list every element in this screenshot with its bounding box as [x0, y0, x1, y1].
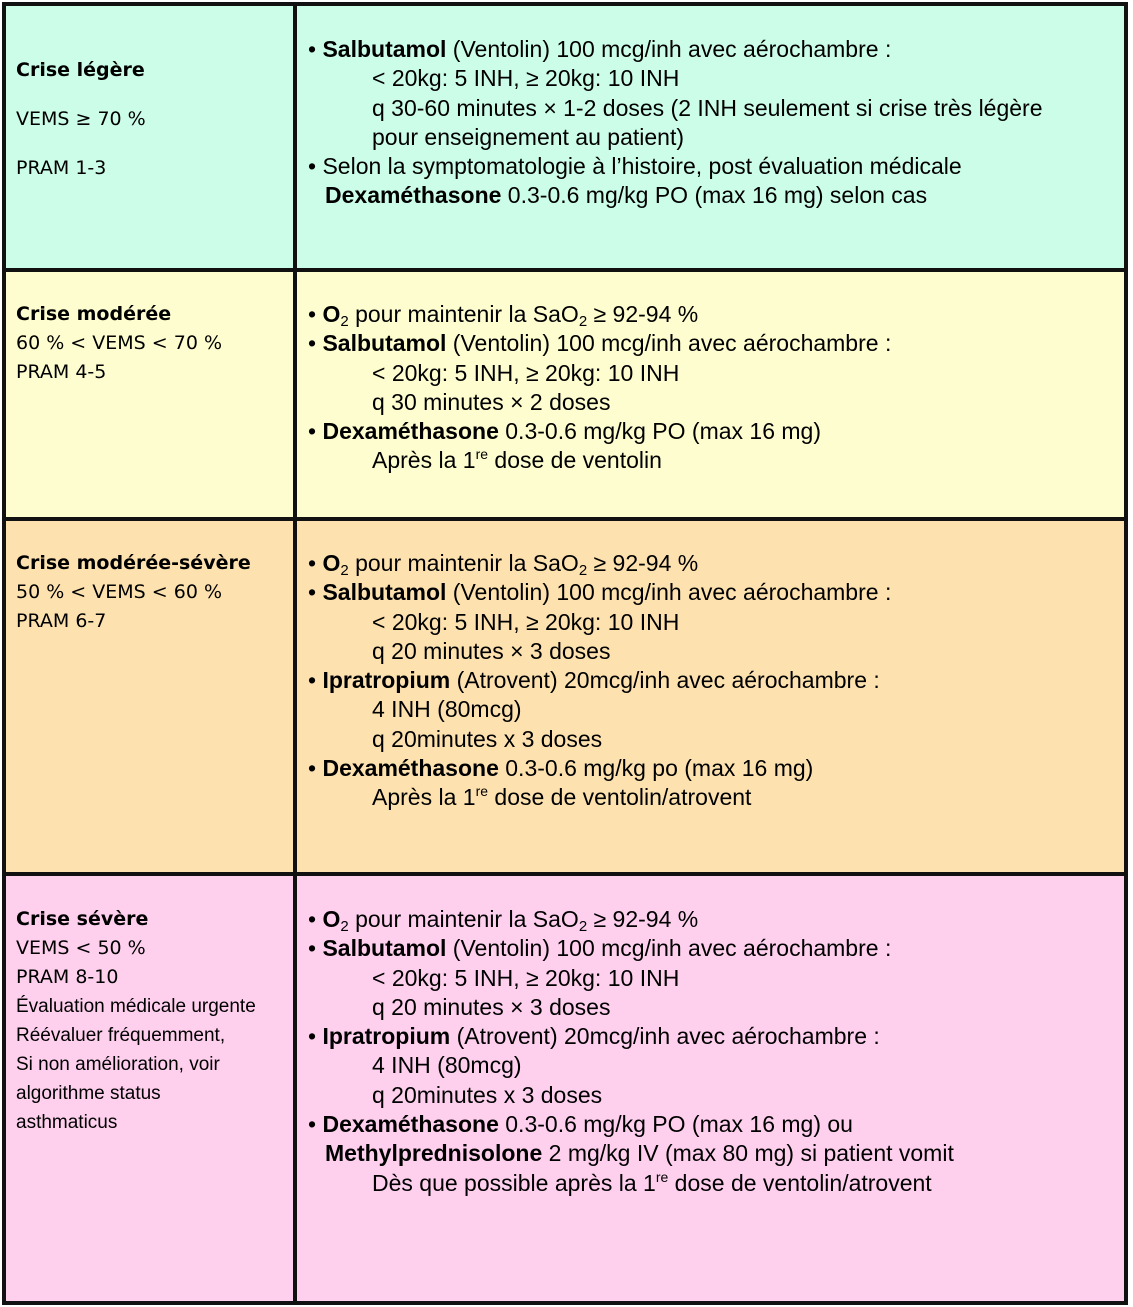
severity-note: Si non amélioration, voir — [16, 1054, 220, 1075]
oxygen-target: ≥ 92-94 % — [587, 906, 699, 932]
bullet: • — [308, 755, 317, 782]
ordinal-superscript: re — [655, 1168, 669, 1185]
drug-text: (Ventolin) 100 mcg/inh avec aérochambre : — [446, 579, 892, 606]
treatment-dexamethasone — [308, 417, 1116, 446]
drug-text: 0.3-0.6 mg/kg PO (max 16 mg) ou — [498, 1111, 853, 1138]
bullet: • — [308, 1111, 317, 1138]
drug-name: Dexaméthasone — [322, 418, 499, 445]
severity-cell — [16, 56, 288, 183]
column-divider — [293, 6, 297, 268]
drug-text: (Ventolin) 100 mcg/inh avec aérochambre : — [446, 935, 892, 962]
bullet: • — [308, 153, 317, 180]
oxygen-subscript: 2 — [340, 562, 349, 579]
severity-note: Évaluation médicale urgente — [16, 996, 256, 1017]
severity-vems: VEMS ≥ 70 % — [16, 108, 146, 130]
bullet: • — [308, 906, 317, 932]
oxygen-text: pour maintenir la SaO — [348, 906, 579, 932]
dose-frequency: q 30 minutes × 2 doses — [372, 388, 611, 415]
column-divider — [293, 521, 297, 872]
treatment-dexamethasone — [308, 181, 1116, 210]
timing-text: Dès que possible après la 1 — [372, 1169, 656, 1196]
drug-text: (Atrovent) 20mcg/inh avec aérochambre : — [450, 1023, 880, 1050]
bullet: • — [308, 330, 317, 357]
treatment-salbutamol — [308, 329, 1116, 358]
drug-name: Dexaméthasone — [322, 755, 499, 782]
severity-pram: PRAM 4-5 — [16, 361, 107, 383]
severity-cell — [16, 300, 288, 387]
bullet: • — [308, 418, 317, 445]
drug-text: 0.3-0.6 mg/kg PO (max 16 mg) — [498, 418, 821, 445]
severity-cell — [16, 905, 288, 1137]
ordinal-superscript: re — [475, 783, 489, 800]
treatment-dexamethasone — [308, 754, 1116, 783]
severity-pram: PRAM 1-3 — [16, 157, 107, 179]
dose-frequency: q 20 minutes × 3 doses — [372, 993, 611, 1020]
row-crise-legere — [2, 2, 1128, 272]
sao2-subscript: 2 — [578, 562, 588, 579]
oxygen-symbol: O — [322, 550, 341, 576]
treatment-ipratropium — [308, 666, 1116, 695]
timing-text: Après la 1 — [372, 447, 476, 474]
dose-frequency: q 20minutes x 3 doses — [372, 1081, 603, 1108]
bullet: • — [308, 1023, 317, 1050]
sao2-subscript: 2 — [578, 313, 588, 330]
dose-frequency: q 20 minutes × 3 doses — [372, 637, 611, 664]
severity-cell — [16, 549, 288, 636]
dose-weight: < 20kg: 5 INH, ≥ 20kg: 10 INH — [372, 608, 680, 635]
severity-vems: 50 % < VEMS < 60 % — [16, 581, 222, 603]
bullet: • — [308, 36, 317, 62]
bullet: • — [308, 935, 317, 962]
severity-vems: VEMS < 50 % — [16, 937, 146, 959]
dose-frequency: q 20minutes x 3 doses — [372, 725, 603, 752]
dose-timing — [308, 1169, 1116, 1198]
dose-amount: 4 INH (80mcg) — [372, 696, 522, 723]
drug-text: 0.3-0.6 mg/kg po (max 16 mg) — [498, 755, 814, 782]
dose-frequency: q 30-60 minutes × 1-2 doses (2 INH seulement si crise très légère — [372, 94, 1043, 121]
timing-text-end: dose de ventolin/atrovent — [488, 784, 752, 811]
severity-pram: PRAM 6-7 — [16, 610, 107, 632]
column-divider — [293, 272, 297, 517]
row-crise-moderee — [2, 268, 1128, 521]
drug-name: Salbutamol — [322, 935, 447, 962]
treatment-methylprednisolone — [308, 1139, 1116, 1168]
drug-name: Ipratropium — [322, 1023, 451, 1050]
timing-text-end: dose de ventolin/atrovent — [668, 1169, 932, 1196]
oxygen-symbol: O — [322, 906, 341, 932]
dose-weight: < 20kg: 5 INH, ≥ 20kg: 10 INH — [372, 359, 680, 386]
oxygen-text: pour maintenir la SaO — [348, 301, 579, 327]
timing-text: Après la 1 — [372, 784, 476, 811]
treatment-ipratropium — [308, 1022, 1116, 1051]
drug-name: Methylprednisolone — [325, 1140, 543, 1167]
drug-text: 2 mg/kg IV (max 80 mg) si patient vomit — [542, 1140, 954, 1167]
oxygen-target: ≥ 92-94 % — [587, 301, 699, 327]
treatment-symptom-note — [308, 152, 1116, 181]
treatment-salbutamol — [308, 934, 1116, 963]
drug-name: Ipratropium — [322, 667, 451, 694]
oxygen-text: pour maintenir la SaO — [348, 550, 579, 576]
severity-title: Crise sévère — [16, 908, 149, 930]
treatment-dexamethasone — [308, 1110, 1116, 1139]
drug-text: (Ventolin) 100 mcg/inh avec aérochambre : — [446, 36, 892, 62]
bullet: • — [308, 301, 317, 327]
drug-name: Salbutamol — [322, 330, 447, 357]
oxygen-subscript: 2 — [340, 313, 349, 330]
dose-timing — [308, 446, 1116, 475]
treatment-cell — [308, 35, 1116, 211]
oxygen-symbol: O — [322, 301, 341, 327]
severity-note: asthmaticus — [16, 1112, 118, 1133]
severity-vems: 60 % < VEMS < 70 % — [16, 332, 222, 354]
bullet: • — [308, 550, 317, 576]
timing-text-end: dose de ventolin — [488, 447, 662, 474]
treatment-oxygen — [308, 549, 1116, 578]
treatment-cell — [308, 549, 1116, 813]
drug-name: Dexaméthasone — [322, 1111, 499, 1138]
drug-name: Salbutamol — [322, 579, 447, 606]
column-divider — [293, 876, 297, 1301]
treatment-cell — [308, 905, 1116, 1198]
row-crise-severe — [2, 872, 1128, 1305]
severity-pram: PRAM 8-10 — [16, 966, 119, 988]
severity-title: Crise modérée-sévère — [16, 552, 251, 574]
row-crise-moderee-severe — [2, 517, 1128, 876]
oxygen-target: ≥ 92-94 % — [587, 550, 699, 576]
severity-title: Crise légère — [16, 59, 145, 81]
severity-note: algorithme status — [16, 1083, 161, 1104]
dose-timing — [308, 783, 1116, 812]
drug-name: Dexaméthasone — [325, 182, 502, 209]
treatment-salbutamol — [308, 578, 1116, 607]
drug-text: 0.3-0.6 mg/kg PO (max 16 mg) selon cas — [501, 182, 928, 209]
oxygen-subscript: 2 — [340, 918, 349, 935]
drug-name: Salbutamol — [322, 36, 447, 62]
treatment-cell — [308, 300, 1116, 476]
treatment-oxygen — [308, 905, 1116, 934]
severity-title: Crise modérée — [16, 303, 172, 325]
dose-note: pour enseignement au patient) — [372, 123, 684, 150]
severity-note: Réévaluer fréquemment, — [16, 1025, 226, 1046]
bullet: • — [308, 667, 317, 694]
treatment-salbutamol — [308, 35, 1116, 64]
dose-weight: < 20kg: 5 INH, ≥ 20kg: 10 INH — [372, 964, 680, 991]
drug-text: (Atrovent) 20mcg/inh avec aérochambre : — [450, 667, 880, 694]
ordinal-superscript: re — [475, 446, 489, 463]
symptom-note-text: Selon la symptomatologie à l’histoire, post évaluation médicale — [322, 153, 962, 180]
dose-weight: < 20kg: 5 INH, ≥ 20kg: 10 INH — [372, 65, 680, 92]
dose-amount: 4 INH (80mcg) — [372, 1052, 522, 1079]
treatment-oxygen — [308, 300, 1116, 329]
drug-text: (Ventolin) 100 mcg/inh avec aérochambre : — [446, 330, 892, 357]
bullet: • — [308, 579, 317, 606]
sao2-subscript: 2 — [578, 918, 588, 935]
